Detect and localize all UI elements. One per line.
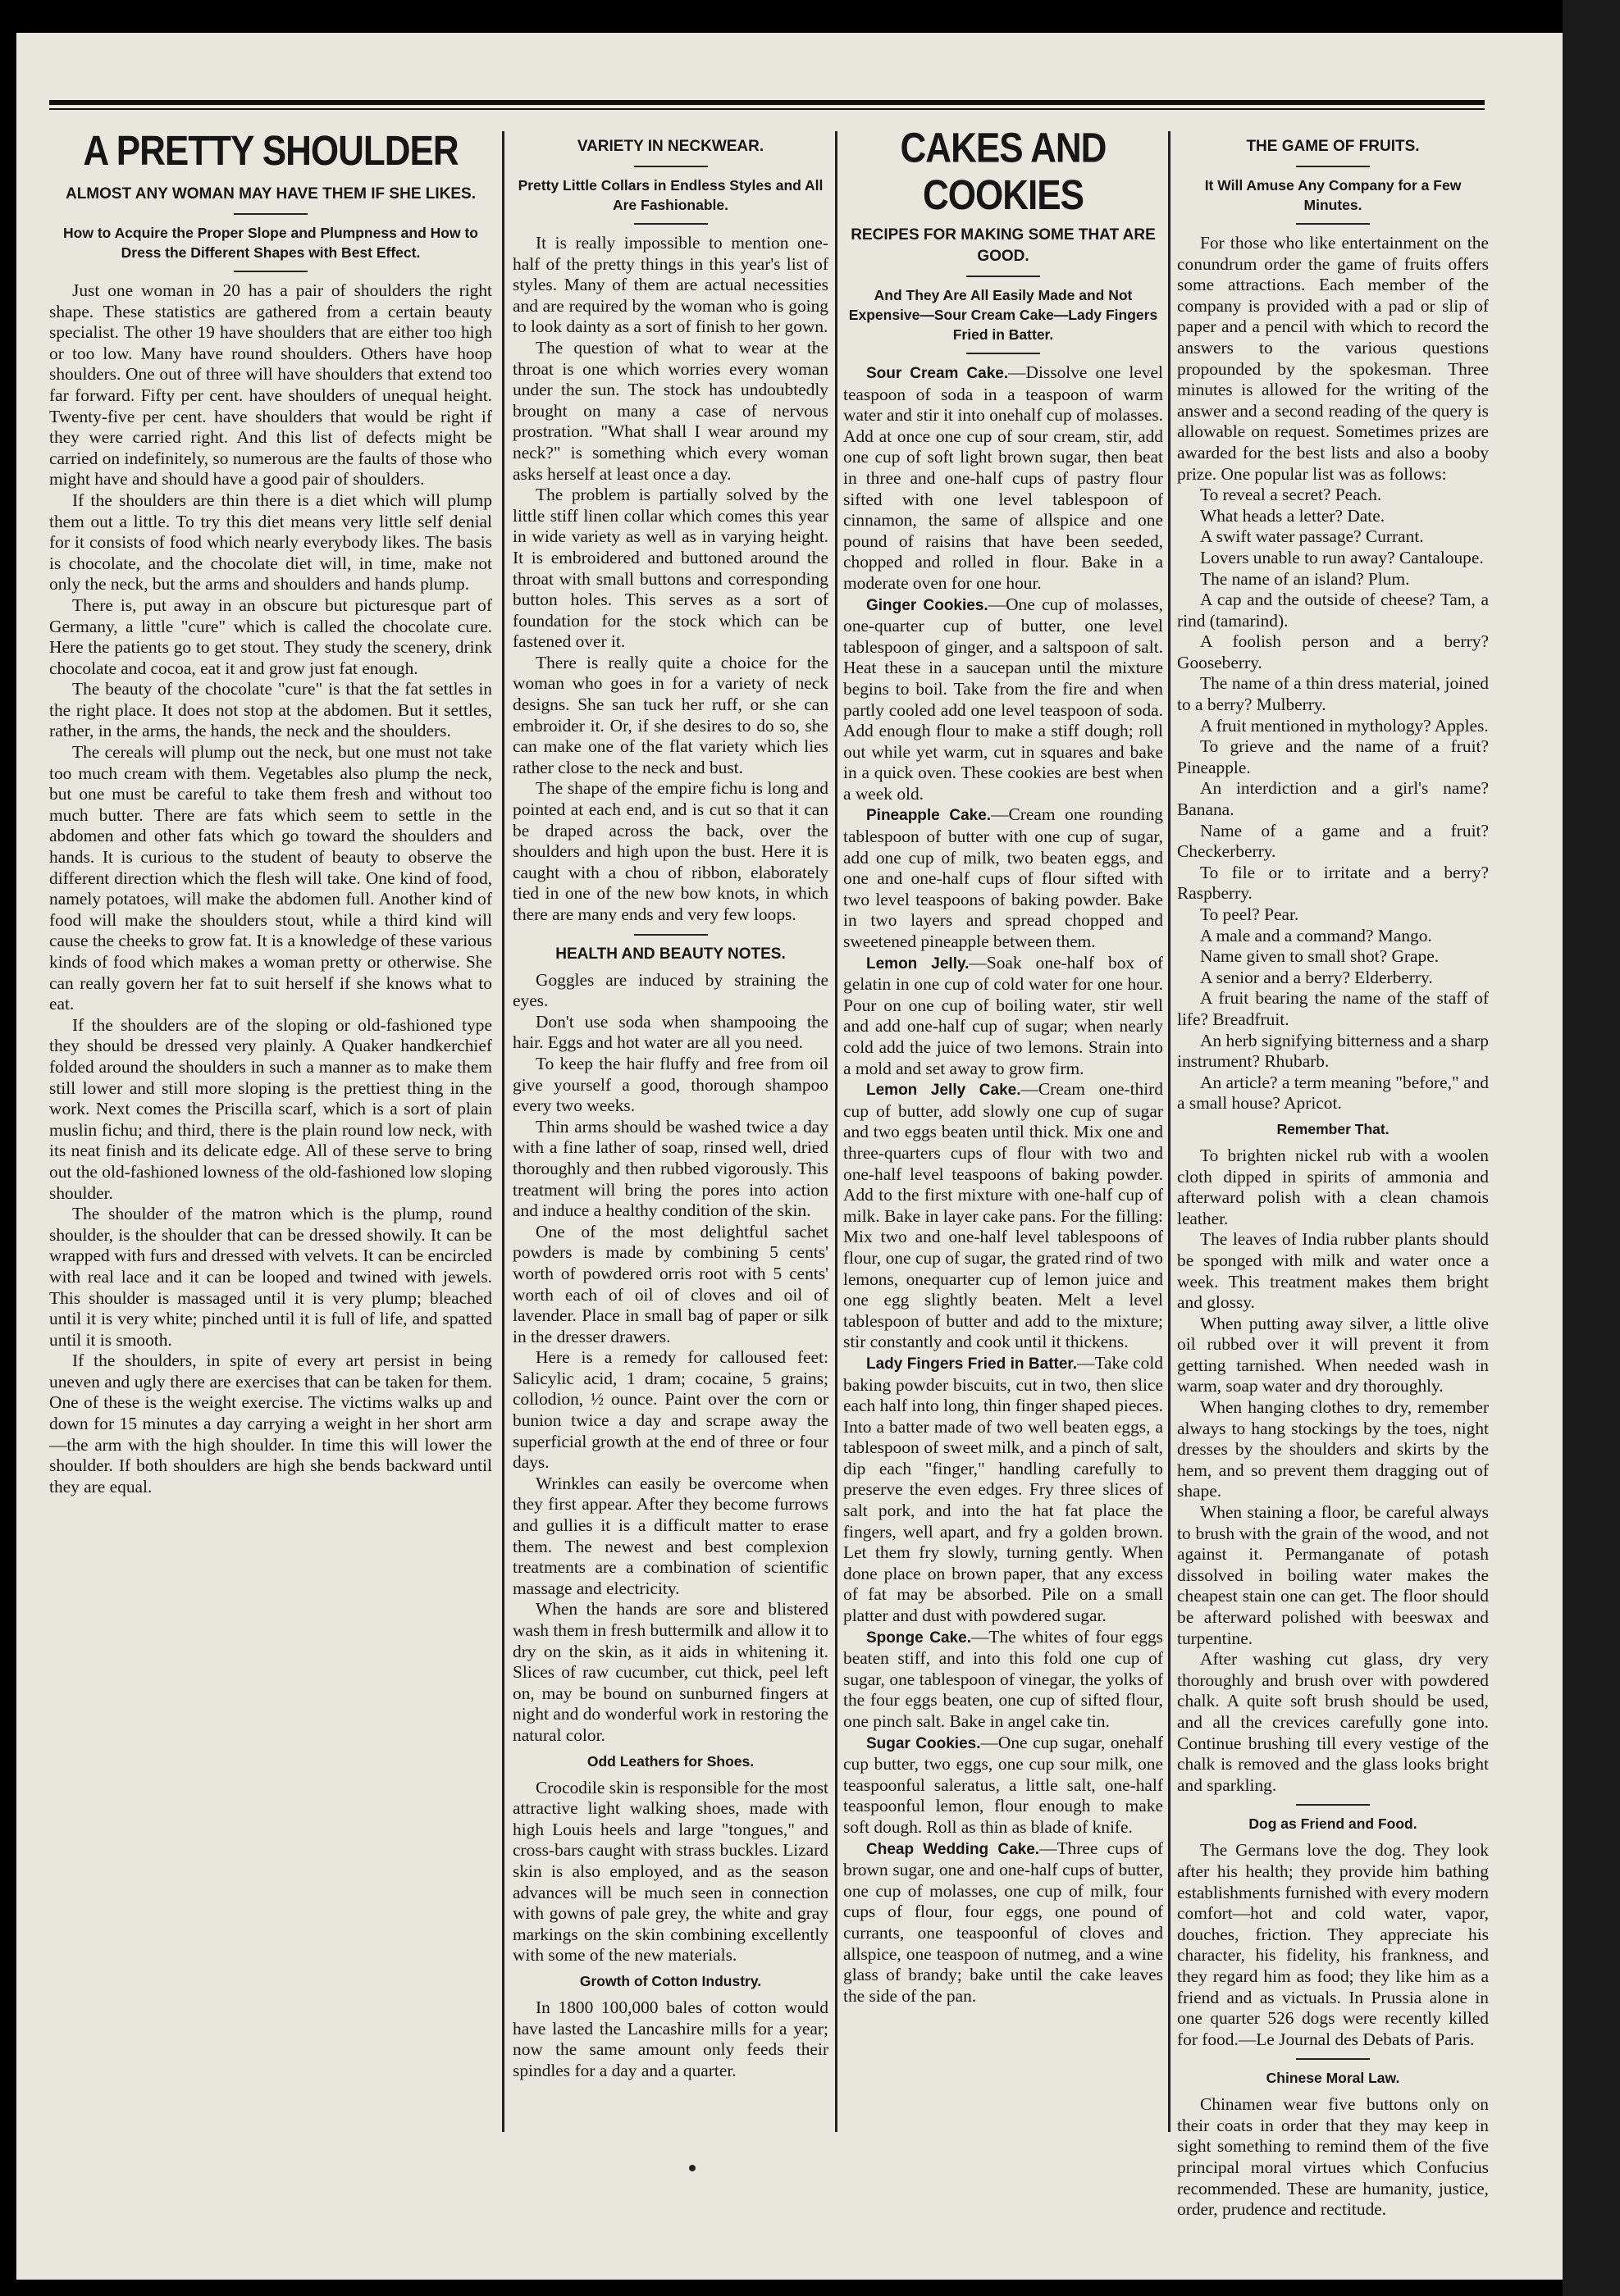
- article-paragraph: The shoulder of the matron which is the plump, round shoulder, is the shoulder that can be dressed showily. It can be wrapped with furs and dressed with velvets. It can be encircled with real lace and it can be looped and twined with jewels. This shoulder is massaged until it is very plump; bleached until it is very white; pinched until it is full of life, and spatted until it is smooth.: [49, 1204, 492, 1350]
- article-paragraph: If the shoulders are thin there is a diet which will plump them out a little. To try this diet means very little self denial for it consists of food which nearly everybody likes. The basis is chocolate, and the chocolate diet will, in time, make not only the neck, but the arms and shoulders and hands plump.: [49, 490, 492, 594]
- article-paragraph: One of the most delightful sachet powders is made by combining 5 cents' worth of powdered orris root with 5 cents' worth each of oil of cloves and oil of lavender. Place in small bag of paper or silk in the dresser drawers.: [513, 1221, 828, 1346]
- deck-cakes: And They Are All Easily Made and Not Expensive—Sour Cream Cake—Lady Fingers Fried in Batter.: [848, 287, 1158, 343]
- headline-remember-that: Remember That.: [1276, 1120, 1390, 1137]
- deck-neckwear: Pretty Little Collars in Endless Styles and All Are Fashionable.: [518, 177, 824, 213]
- column-rule: [502, 131, 504, 2132]
- recipe: [843, 1353, 1163, 1627]
- recipe: [843, 953, 1163, 1080]
- article-paragraph: There is, put away in an obscure but picturesque part of Germany, a little "cure" which is called the chocolate cure. Here the patients go to get stout. They study the scenery, drink chocolate and cocoa, eat it and grow just fat enough.: [49, 594, 492, 678]
- headline-odd-leathers: Odd Leathers for Shoes.: [586, 1752, 755, 1770]
- article-paragraph: The beauty of the chocolate "cure" is that the fat settles in the right place. It does not stop at the abdomen. But it settles, rather, in the arms, the hands, the neck and the shoulders.: [49, 679, 492, 741]
- recipe-name: Lemon Jelly Cake.: [866, 1082, 1021, 1100]
- riddle: To reveal a secret? Peach.: [1200, 485, 1382, 505]
- column-rule: [1168, 131, 1171, 2132]
- riddle: To file or to irritate and a berry? Raspberry.: [1177, 862, 1489, 904]
- divider: [966, 353, 1040, 354]
- headline-dog-friend-food: Dog as Friend and Food.: [1248, 1815, 1417, 1833]
- riddle: Name given to small shot? Grape.: [1200, 946, 1440, 967]
- headline-neckwear: VARIETY IN NECKWEAR.: [577, 138, 764, 155]
- recipe-text: —Cream one rounding tablespoon of butter with one cup of sugar, add one cup of milk, two beaten eggs, and one and one-half cups of flour sifted with two level teaspoons of baking powder. Bake in two layers and spread chopped and sweetened pineapple between them.: [843, 804, 1163, 952]
- article-paragraph: The Germans love the dog. They look after his health; they provide him bathing establishments furnished with every modern comfort—hot and cold water, vapor, douches, friction. They appreciate his character, his fidelity, his frankness, and they regard him as food; they like him as a friend and as victuals. In Prussia alone in one quarter 526 dogs were recently killed for food.—Le Journal des Debats of Paris.: [1177, 1840, 1489, 2049]
- article-paragraph: When the hands are sore and blistered wash them in fresh buttermilk and allow it to dry on the skin, as it aids in whitening it. Slices of raw cucumber, cut thick, peel left on, may be bound on sunburned fingers at night and do wonderful work in restoring the natural color.: [513, 1599, 828, 1745]
- deck-shoulder: How to Acquire the Proper Slope and Plumpness and How to Dress the Different Shapes with Best Effect.: [63, 225, 478, 261]
- subhead-cakes: RECIPES FOR MAKING SOME THAT ARE GOOD.: [851, 226, 1156, 265]
- masthead-rule: [49, 100, 1485, 105]
- article-paragraph: The shape of the empire fichu is long and pointed at each end, and is cut so that it can be draped across the back, over the shoulders and high upon the bust. Here it is caught with a chou of ribbon, elaborately tied in one of the new bow knots, in which there are many ends and very few loops.: [513, 778, 828, 924]
- headline-health-beauty: HEALTH AND BEAUTY NOTES.: [555, 945, 786, 963]
- recipe: [843, 804, 1163, 952]
- riddle: A cap and the outside of cheese? Tam, a rind (tamarind).: [1177, 590, 1489, 631]
- recipe-name: Pineapple Cake.: [866, 807, 992, 825]
- riddle: Lovers unable to run away? Cantaloupe.: [1200, 547, 1484, 567]
- article-paragraph: In 1800 100,000 bales of cotton would have lasted the Lancashire mills for a year; now the same amount only feeds their spindles for a day and a quarter.: [513, 1997, 828, 2080]
- riddle: A foolish person and a berry? Gooseberry.: [1177, 631, 1489, 672]
- divider: [234, 271, 308, 272]
- riddle: An article? a term meaning "before," and a small house? Apricot.: [1177, 1072, 1489, 1114]
- article-paragraph: Just one woman in 20 has a pair of shoulders the right shape. These statistics are gathered from a certain beauty specialist. The other 19 have shoulders that are either too high or too low. Many have round shoulders. Others have hoop shoulders. One out of three will have shoulders that extend too far forward. Fifty per cent. have shoulders of unequal height. Twenty-five per cent. have shoulders that would be right if they were carried right. And this list of defects might be carried on indefinitely, so numerous are the faults of those who might have and should have a good pair of shoulders.: [49, 280, 492, 490]
- recipe: [843, 362, 1163, 594]
- ink-dot: [689, 2165, 696, 2171]
- riddle: A male and a command? Mango.: [1200, 925, 1432, 945]
- divider: [634, 934, 708, 936]
- article-paragraph: To keep the hair fluffy and free from oil give yourself a good, thorough shampoo every two weeks.: [513, 1053, 828, 1116]
- article-paragraph: Don't use soda when shampooing the hair. Eggs and hot water are all you need.: [513, 1011, 828, 1053]
- column-rule: [835, 131, 837, 2132]
- divider: [634, 166, 708, 167]
- recipe-name: Ginger Cookies.: [866, 596, 988, 614]
- riddle: A senior and a berry? Elderberry.: [1200, 967, 1433, 987]
- column-pretty-shoulder: [49, 131, 492, 1497]
- article-paragraph: Wrinkles can easily be overcome when they first appear. After they become furrows and gullies it is a difficult matter to erase them. The newest and best complexion treatments are a combination of scientific massage and electricity.: [513, 1473, 828, 1598]
- article-paragraph: To brighten nickel rub with a woolen cloth dipped in spirits of ammonia and afterward polish with a clean chamois leather.: [1177, 1145, 1489, 1228]
- article-paragraph: Goggles are induced by straining the eyes.: [513, 969, 828, 1011]
- masthead-rule-thin: [49, 108, 1485, 110]
- article-paragraph: Thin arms should be washed twice a day with a fine lather of soap, rinsed well, dried thoroughly and then rubbed vigorously. This treatment will bring the pores into action and induce a healthy condition of the skin.: [513, 1116, 828, 1221]
- recipe-text: —Three cups of brown sugar, one and one-half cups of butter, one cup of molasses, one cup of milk, four cups of flour, four eggs, one pound of currants, one teaspoonful of cloves and allspice, one teaspoon of nutmeg, and a wine glass of brandy; bake until the cake leaves the side of the pan.: [843, 1838, 1163, 2006]
- article-paragraph: Crocodile skin is responsible for the most attractive light walking shoes, made with high Louis heels and large "tongues," and cross-bars caught with strass buckles. Lizard skin is also employed, and as the season advances will be much seen in connection with gowns of pale grey, the white and gray markings on the skin combining excellently with some of the new materials.: [513, 1777, 828, 1966]
- headline-chinese-moral-law: Chinese Moral Law.: [1266, 2070, 1400, 2087]
- divider: [966, 276, 1040, 277]
- article-paragraph: When staining a floor, be careful always to brush with the grain of the wood, and not against it. Permanganate of potash dissolved in boiling water makes the cheapest stain one can get. The floor should be afterward polished with beeswax and turpentine.: [1177, 1502, 1489, 1648]
- subhead-shoulder: ALMOST ANY WOMAN MAY HAVE THEM IF SHE LIKES.: [65, 185, 476, 203]
- divider: [1296, 223, 1370, 225]
- riddle: A fruit bearing the name of the staff of life? Breadfruit.: [1177, 988, 1489, 1029]
- article-paragraph: The cereals will plump out the neck, but one must not take too much cream with them. Vegetables also plump the neck, but one must be careful to take them fresh and without too much butter. There are fats which seem to settle in the abdomen and other fats which go toward the shoulders and hands. It is curious to the student of beauty to observe the different direction which the flesh will take. One kind of food, namely potatoes, will make the abdomen full. Another kind of food will make the shoulders stout, while a third kind will cause the cheeks to grow fat. It is a knowledge of these various kinds of food which makes a woman pretty or otherwise. She can really govern her fat to suit herself if she knows what to eat.: [49, 742, 492, 1014]
- article-paragraph: If the shoulders are of the sloping or old-fashioned type they should be dressed very plainly. A Quaker handkerchief folded around the shoulders in such a manner as to make them still lower and still more sloping is the prettiest thing in the work. Next comes the Priscilla scarf, which is a sort of plain muslin fichu; and third, there is the plain round low neck, with its neat finish and its delicate edge. All of these serve to bring out the old-fashioned lowness of the old-fashioned low sloping shoulder.: [49, 1014, 492, 1203]
- recipe-name: Lady Fingers Fried in Batter.: [866, 1355, 1078, 1373]
- deck-fruits: It Will Amuse Any Company for a Few Minutes.: [1204, 177, 1462, 213]
- divider: [1296, 2058, 1370, 2060]
- column-cakes-cookies: [843, 131, 1163, 2007]
- recipe-text: —Take cold baking powder biscuits, cut in two, then slice each half into long, thin finger shaped pieces. Into a batter made of two well beaten eggs, a tablespoon of sweet milk, and a pinch of salt, dip each "finger," handling carefully to preserve the even edges. Fry three slices of salt pork, and into the hat fat place the fingers, well apart, and fry a golden brown. Let them fry slowly, turning gently. When done place on brown paper, that any excess of fat may be absorbed. Pile on a small platter and dust with powdered sugar.: [843, 1352, 1163, 1626]
- riddle: A swift water passage? Currant.: [1200, 526, 1424, 547]
- recipe: [843, 594, 1163, 805]
- article-paragraph: Here is a remedy for calloused feet: Salicylic acid, 1 dram; cocaine, 5 grains; collodion, ½ ounce. Paint over the corn or bunion twice a day and scrape away the superficial growth at the end of three or four days.: [513, 1347, 828, 1473]
- newspaper-page: [16, 33, 1563, 2280]
- article-paragraph: It is really impossible to mention one-half of the pretty things in this year's list of styles. Many of them are actual necessities and are required by the woman who is going to look dainty as a sort of finish to her gown.: [513, 233, 828, 337]
- article-paragraph: The problem is partially solved by the little stiff linen collar which comes this year in wide variety as well as in varying height. It is embroidered and buttoned around the throat with small buttons and corresponding button holes. This serves as a sort of foundation for the stock which can be fastened over it.: [513, 485, 828, 652]
- recipe: [843, 1627, 1163, 1733]
- headline-game-of-fruits: THE GAME OF FRUITS.: [1246, 138, 1420, 155]
- article-paragraph: For those who like entertainment on the conundrum order the game of fruits offers some attractions. Each member of the company is provided with a pad or slip of paper and a pencil with which to record the answers to the various questions propounded by the spokesman. Three minutes is allowed for the writing of the answer and a second reading of the query is allowable on request. Sometimes prizes are awarded for the best lists and also a booby prize. One popular list was as follows:: [1177, 233, 1489, 484]
- recipe-text: —The whites of four eggs beaten stiff, and into this fold one cup of sugar, one tablespoon of vinegar, the yolks of the four eggs beaten, one cup of sifted flour, one pinch salt. Bake in angel cake tin.: [843, 1626, 1163, 1731]
- riddle: Name of a game and a fruit? Checkerberry.: [1177, 820, 1489, 862]
- riddle: An herb signifying bitterness and a sharp instrument? Rhubarb.: [1177, 1030, 1489, 1072]
- riddle: To peel? Pear.: [1200, 904, 1299, 924]
- riddle: The name of a thin dress material, joined to a berry? Mulberry.: [1177, 673, 1489, 715]
- article-paragraph: When hanging clothes to dry, remember always to hang stockings by the toes, night dresses by the shoulders and skirts by the hem, and so prevent them dragging out of shape.: [1177, 1397, 1489, 1501]
- recipe-name: Sugar Cookies.: [866, 1734, 981, 1752]
- recipe-text: —Soak one-half box of gelatin in one cup of cold water for one hour. Pour on one cup of boiling water, stir well and add one-half cup of sugar; when nearly cold add the juice of two lemons. Strain into a mold and set away to grow firm.: [843, 952, 1163, 1078]
- recipe-name: Cheap Wedding Cake.: [866, 1840, 1040, 1858]
- recipe-text: —One cup sugar, onehalf cup butter, two eggs, one cup sour milk, one teaspoonful saleratus, a little salt, one-half teaspoonful lemon, flour enough to make soft dough. Roll as thin as blade of knife.: [843, 1732, 1163, 1837]
- recipe: [843, 1733, 1163, 1838]
- riddle: An interdiction and a girl's name? Banana.: [1177, 778, 1489, 820]
- divider: [234, 213, 308, 215]
- recipe-text: —Dissolve one level teaspoon of soda in a teaspoon of warm water and stir it into onehalf cup of molasses. Add at once one cup of sour cream, stir, add one cup of soft light brown sugar, then beat in three and one-half cups of pastry flour sifted with one level tablespoon of cinnamon, the same of allspice and one pound of raisins that have been seeded, chopped and rolled in flour. Bake in a moderate oven for one hour.: [843, 362, 1163, 593]
- article-paragraph: When putting away silver, a little olive oil rubbed over it will prevent it from getting tarnished. When needed wash in warm, soap water and dry thoroughly.: [1177, 1313, 1489, 1396]
- recipe-text: —One cup of molasses, one-quarter cup of butter, one level tablespoon of ginger, and a saltspoon of salt. Heat these in a saucepan until the mixture begins to boil. Take from the fire and when partly cooled add one level teaspoon of soda. Add enough flour to make a stiff dough; roll out while yet warm, cut in squares and bake in a quick oven. These cookies are best when a week old.: [843, 594, 1163, 804]
- headline-cotton-industry: Growth of Cotton Industry.: [579, 1972, 762, 1989]
- column-neckwear: [513, 131, 828, 2081]
- divider: [1296, 1804, 1370, 1806]
- headline-cakes-cookies: CAKES AND COOKIES: [900, 131, 1107, 219]
- recipe: [843, 1079, 1163, 1353]
- recipe-name: Sponge Cake.: [866, 1629, 971, 1647]
- recipe-name: Sour Cream Cake.: [866, 365, 1009, 382]
- riddle: The name of an island? Plum.: [1200, 568, 1410, 589]
- scan-edge: [1563, 0, 1620, 2296]
- recipe-name: Lemon Jelly.: [866, 954, 970, 973]
- article-paragraph: If the shoulders, in spite of every art persist in being uneven and ugly there are exercises that can be taken for them. One of these is the weight exercise. The victims walks up and down for 15 minutes a day carrying a weight in her short arm—the arm with the high shoulder. In time this will lower the shoulder. If both shoulders are high she bends backward until they are equal.: [49, 1351, 492, 1496]
- divider: [634, 223, 708, 225]
- column-game-of-fruits: [1177, 131, 1489, 2221]
- article-paragraph: The question of what to wear at the throat is one which worries every woman under the sun. The stock has undoubtedly brought on many a case of nervous prostration. "What shall I wear around my neck?" is something which every woman asks herself at least once a day.: [513, 337, 828, 484]
- article-paragraph: There is really quite a choice for the woman who goes in for a variety of neck designs. She san tuck her ruff, or she can embroider it. Or, if she desires to do so, she can make one of the flat variety which lies rather close to the neck and bust.: [513, 652, 828, 777]
- recipe: [843, 1838, 1163, 2007]
- article-paragraph: Chinamen wear five buttons only on their coats in order that they may keep in sight something to remind them of the five principal moral virtues which Confucius recommended. These are humanity, justice, order, prudence and rectitude.: [1177, 2094, 1489, 2220]
- riddle: A fruit mentioned in mythology? Apples.: [1200, 715, 1489, 736]
- headline-pretty-shoulder: A PRETTY SHOULDER: [83, 131, 459, 175]
- riddle: To grieve and the name of a fruit? Pineapple.: [1177, 736, 1489, 777]
- recipe-text: —Cream one-third cup of butter, add slowly one cup of sugar and two eggs beaten until thick. Mix one and three-quarters cups of flour with two and one-half level teaspoons of baking powder. Add to the first mixture with one-half cup of milk. Bake in layer cake pans. For the filling: Mix two and one-half level tablespoons of flour, one cup of sugar, the grated rind of two lemons, onequarter cup of lemon juice and one egg slightly beaten. Melt a level tablespoon of butter and add to the mixture; stir constantly and cook until it thickens.: [843, 1079, 1163, 1352]
- riddle: What heads a letter? Date.: [1200, 505, 1385, 526]
- article-paragraph: After washing cut glass, dry very thoroughly and brush over with powdered chalk. A quite soft brush should be used, and all the crevices carefully gone into. Continue brushing till every vestige of the chalk is removed and the glass looks bright and sparkling.: [1177, 1649, 1489, 1795]
- divider: [1296, 166, 1370, 167]
- article-paragraph: The leaves of India rubber plants should be sponged with milk and water once a week. This treatment makes them bright and glossy.: [1177, 1229, 1489, 1313]
